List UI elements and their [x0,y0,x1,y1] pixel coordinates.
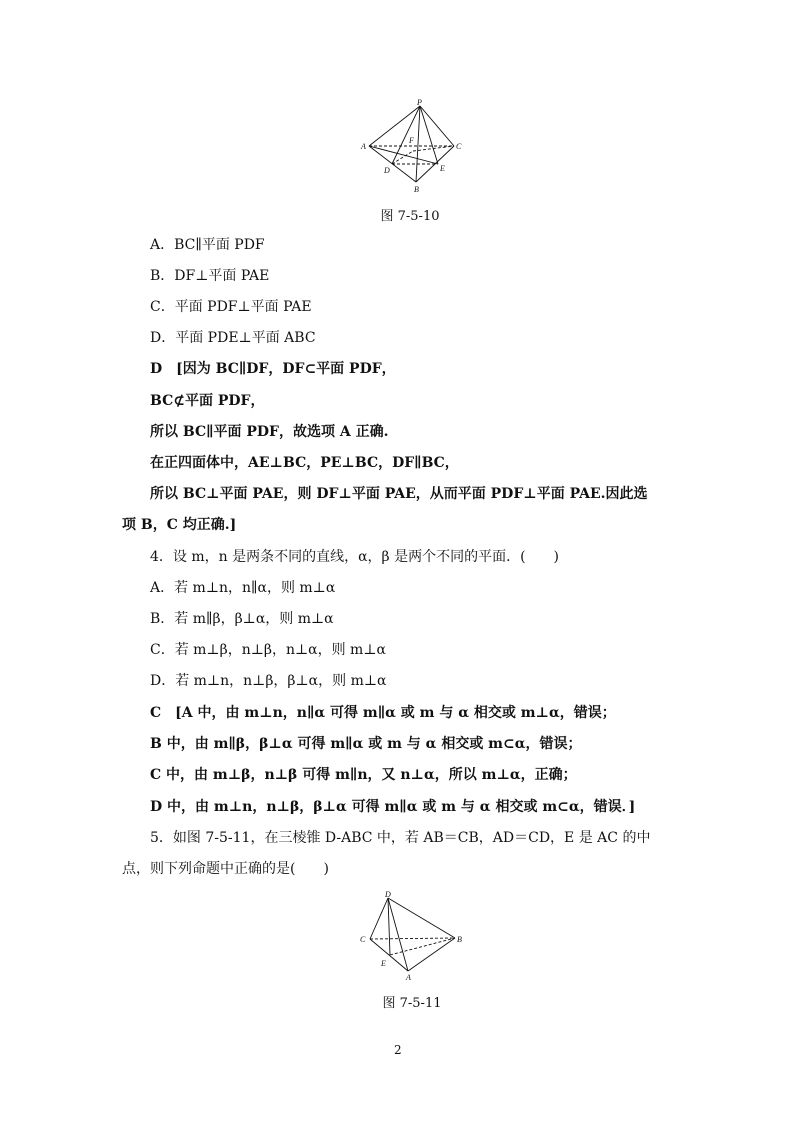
label-D: D [385,890,391,899]
label-C: C [456,142,462,151]
label-A: A [361,142,366,151]
question-stem: 5．如图 7-5-11，在三棱锥 D-ABC 中，若 AB＝CB，AD＝CD，E 是 AC 的中 [150,830,651,846]
option-d: D．平面 PDE⊥平面 ABC [150,330,316,346]
answer-line: BC⊄平面 PDF， [150,393,265,409]
option-c: C．平面 PDF⊥平面 PAE [150,299,312,315]
label-B: B [457,935,462,944]
option-b: B．若 m∥β，β⊥α，则 m⊥α [150,611,334,627]
option-c: C．若 m⊥β，n⊥β，n⊥α，则 m⊥α [150,642,386,658]
option-d: D．若 m⊥n，n⊥β，β⊥α，则 m⊥α [150,673,387,689]
label-A: A [406,973,411,982]
label-F: F [409,136,414,145]
figure-pyramid-7-5-11 [355,885,470,985]
label-B: B [414,185,419,194]
answer-line: B 中，由 m∥β，β⊥α 可得 m∥α 或 m 与 α 相交或 m⊂α，错误； [150,736,582,752]
option-a: A．若 m⊥n，n∥α，则 m⊥α [150,580,336,596]
question-stem: 点，则下列命题中正确的是( ) [122,861,329,877]
answer-line: 项 B，C 均正确.] [122,517,237,533]
answer-line: C 中，由 m⊥β，n⊥β 可得 m∥n，又 n⊥α，所以 m⊥α，正确； [150,767,577,783]
label-C: C [360,935,366,944]
answer-line: D [因为 BC∥DF，DF⊂平面 PDF， [150,361,396,377]
option-a: A．BC∥平面 PDF [150,237,265,253]
answer-line: D 中，由 m⊥n，n⊥β，β⊥α 可得 m∥α 或 m 与 α 相交或 m⊂α，错误．] [150,799,636,815]
answer-line: 所以 BC⊥平面 PAE，则 DF⊥平面 PAE，从而平面 PDF⊥平面 PAE.因此选 [150,486,648,502]
answer-line: 在正四面体中，AE⊥BC，PE⊥BC，DF∥BC， [150,455,459,471]
figure-caption: 图 7-5-11 [382,996,442,1011]
label-D: D [384,166,390,175]
answer-line: 所以 BC∥平面 PDF，故选项 A 正确. [150,424,389,440]
question-stem: 4．设 m，n 是两条不同的直线，α，β 是两个不同的平面．( ) [150,549,560,565]
label-P: P [417,98,422,107]
figure-tetrahedron-7-5-10 [358,96,468,196]
option-b: B．DF⊥平面 PAE [150,268,270,284]
label-E: E [440,164,445,173]
figure-caption: 图 7-5-10 [380,209,440,224]
label-E: E [381,959,386,968]
answer-line: C [A 中，由 m⊥n，n∥α 可得 m∥α 或 m 与 α 相交或 m⊥α，错误； [150,705,616,721]
page-number: 2 [394,1043,402,1057]
